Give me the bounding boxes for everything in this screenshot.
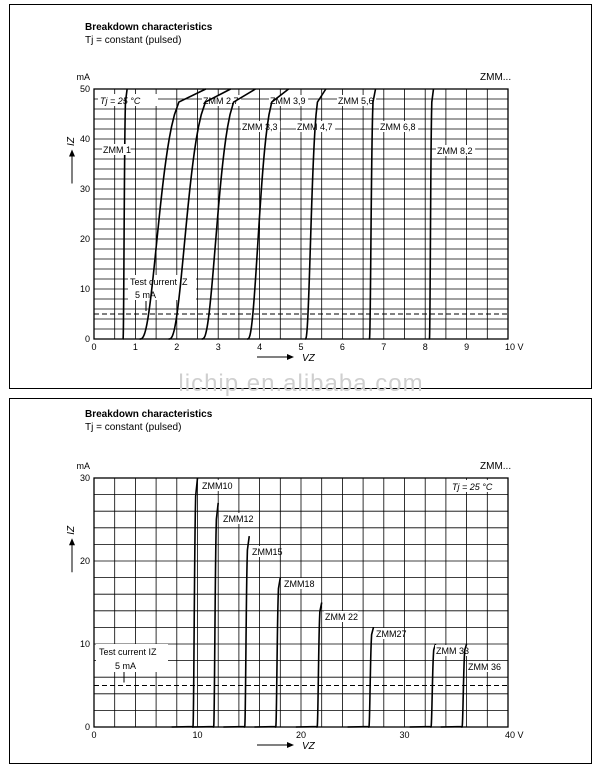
chart-1-series-label-5: ZMM 5,6 bbox=[338, 96, 374, 106]
chart-2-series-label: ZMM... bbox=[480, 461, 512, 472]
chart-2-y-axis-arrowhead bbox=[69, 538, 75, 545]
chart-2-x-tick-label: 10 bbox=[192, 730, 203, 740]
chart-2-series-curve-7 bbox=[441, 644, 467, 727]
chart-1-series-label: ZMM... bbox=[480, 72, 512, 83]
chart-1-series-curve-7 bbox=[429, 89, 433, 339]
chart-2-subtitle: Tj = constant (pulsed) bbox=[85, 422, 182, 433]
chart-1-y-tick-label: 40 bbox=[79, 134, 90, 144]
chart-1-y-axis-label: IZ bbox=[66, 137, 77, 146]
chart-2-series-curve-2 bbox=[223, 536, 249, 727]
chart-1-y-unit-label: mA bbox=[76, 72, 90, 82]
chart-2-series-label-2: ZMM15 bbox=[252, 547, 283, 557]
chart-1-title: Breakdown characteristics bbox=[85, 22, 213, 33]
chart-2-temperature-note: Tj = 25 °C bbox=[452, 482, 493, 492]
chart-1-x-tick-label: 8 bbox=[422, 342, 428, 352]
chart-2-y-tick-label: 30 bbox=[79, 473, 90, 483]
chart-1-y-tick-label: 20 bbox=[79, 234, 90, 244]
chart-2-x-tick-label: 0 bbox=[91, 730, 97, 740]
chart-2-series-label-3: ZMM18 bbox=[284, 579, 315, 589]
chart-2-series-label-5: ZMM27 bbox=[376, 629, 407, 639]
chart-2-y-axis-label: IZ bbox=[66, 525, 77, 535]
chart-2-title: Breakdown characteristics bbox=[85, 409, 213, 420]
chart-2-y-unit-label: mA bbox=[76, 461, 90, 471]
chart-1-y-tick-label: 30 bbox=[79, 184, 90, 194]
chart-2-series-label-7: ZMM 36 bbox=[468, 662, 502, 672]
chart-1-x-tick-label: 2 bbox=[174, 342, 180, 352]
chart-1-y-axis-arrowhead bbox=[69, 150, 75, 157]
chart-2-series-curve-0 bbox=[172, 478, 198, 727]
chart-2-y-tick-label: 0 bbox=[84, 722, 90, 732]
chart-1-y-tick-label: 10 bbox=[79, 284, 90, 294]
chart-1-test-current-label: Test current IZ bbox=[130, 277, 188, 287]
chart-1-test-current-value: 5 mA bbox=[135, 290, 157, 300]
chart-2-x-tick-label: 30 bbox=[399, 730, 410, 740]
chart-1-series-label-2: ZMM 3,3 bbox=[242, 122, 278, 132]
chart-1-series-label-3: ZMM 3,9 bbox=[270, 96, 306, 106]
chart-2-x-axis-label: VZ bbox=[302, 741, 315, 752]
chart-2-x-tick-label: 20 bbox=[295, 730, 307, 740]
chart-1-subtitle: Tj = constant (pulsed) bbox=[85, 35, 182, 46]
chart-2-series-curve-4 bbox=[296, 603, 322, 728]
chart-2-x-axis-arrowhead bbox=[287, 742, 294, 748]
chart-1-x-axis-label: VZ bbox=[302, 353, 315, 364]
chart-2-series-curve-1 bbox=[192, 503, 218, 727]
chart-1-x-tick-label: 10 V bbox=[505, 342, 524, 352]
chart-1-series-curve-0 bbox=[123, 89, 127, 339]
chart-1-series-label-1: ZMM 2,7 bbox=[203, 96, 239, 106]
chart-1-x-axis-arrowhead bbox=[287, 354, 294, 360]
chart-2-test-current-value: 5 mA bbox=[115, 661, 137, 671]
chart-2-test-current-label: Test current IZ bbox=[99, 647, 157, 657]
chart-2-y-tick-label: 10 bbox=[79, 639, 90, 649]
chart-1-y-tick-label: 50 bbox=[79, 84, 90, 94]
chart-1-series-label-4: ZMM 4,7 bbox=[297, 122, 333, 132]
chart-2-series-curve-3 bbox=[254, 578, 280, 727]
chart-1-x-tick-label: 5 bbox=[298, 342, 304, 352]
chart-2-y-tick-label: 20 bbox=[79, 556, 90, 566]
chart-1-series-curve-2 bbox=[169, 89, 231, 339]
chart-1-x-tick-label: 6 bbox=[339, 342, 345, 352]
watermark: lichip.en.alibaba.com bbox=[178, 370, 424, 397]
chart-1-x-tick-label: 1 bbox=[132, 342, 138, 352]
chart-1-x-tick-label: 7 bbox=[381, 342, 387, 352]
chart-1-series-label-7: ZMM 8,2 bbox=[437, 146, 473, 156]
chart-1-series-label-0: ZMM 1 bbox=[103, 145, 131, 155]
chart-2-x-tick-label: 40 V bbox=[505, 730, 524, 740]
chart-1-x-tick-label: 3 bbox=[215, 342, 221, 352]
chart-1-y-tick-label: 0 bbox=[84, 334, 90, 344]
chart-1-series-curve-1 bbox=[140, 89, 206, 339]
chart-1-x-tick-label: 9 bbox=[464, 342, 470, 352]
chart-2-series-label-1: ZMM12 bbox=[223, 514, 254, 524]
chart-1-temperature-note: Tj = 25 °C bbox=[100, 96, 141, 106]
chart-1-series-curve-6 bbox=[369, 89, 375, 339]
chart-1-x-tick-label: 0 bbox=[91, 342, 97, 352]
chart-2-series-label-6: ZMM 33 bbox=[436, 646, 470, 656]
chart-2-series-label-0: ZMM10 bbox=[202, 481, 233, 491]
chart-2-series-label-4: ZMM 22 bbox=[325, 612, 359, 622]
chart-1-series-label-6: ZMM 6,8 bbox=[380, 122, 416, 132]
chart-1-x-tick-label: 4 bbox=[257, 342, 263, 352]
